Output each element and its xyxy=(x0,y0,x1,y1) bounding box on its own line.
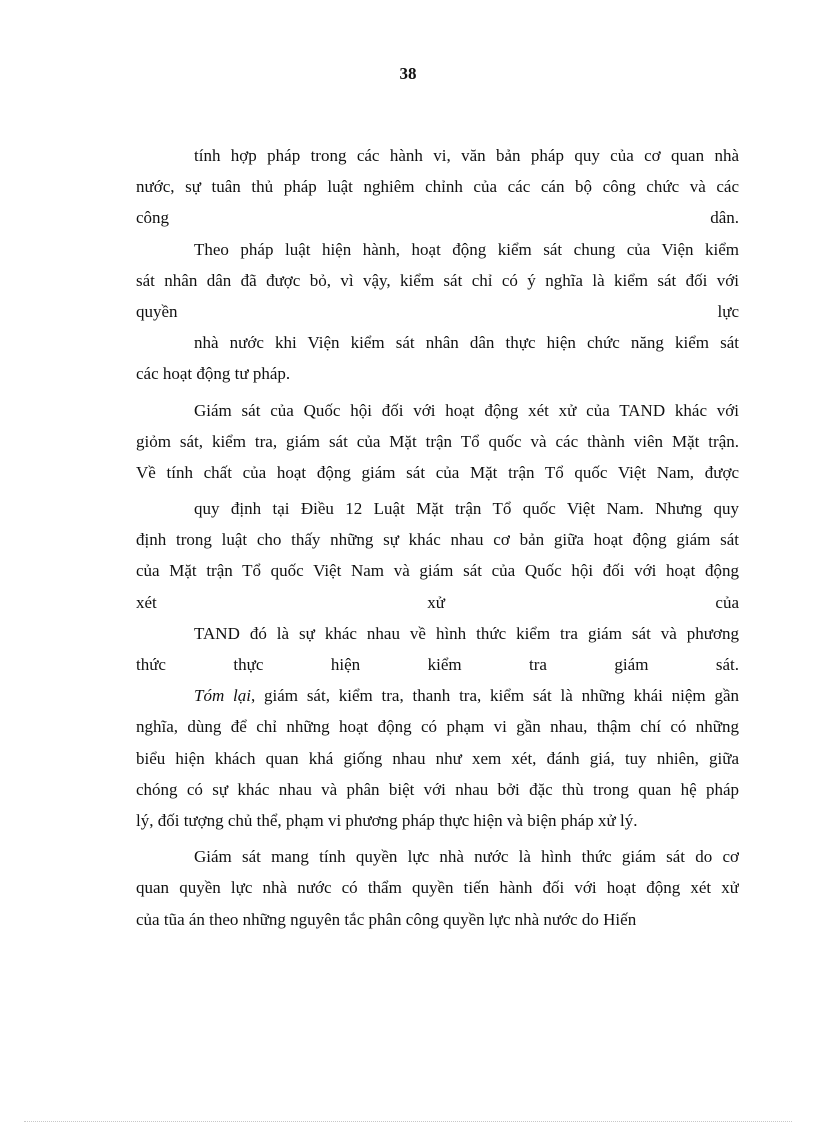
text-line: Giám sát mang tính quyền lực nhà nước là hình thức giám sát do cơ xyxy=(194,847,739,867)
text-line: quy định tại Điều 12 Luật Mặt trận Tổ quốc Việt Nam. Nhưng quy xyxy=(194,499,739,519)
document-body xyxy=(136,140,739,935)
text-line: thức thực hiện kiểm tra giám sát. xyxy=(136,655,739,674)
text-line: Theo pháp luật hiện hành, hoạt động kiểm sát chung của Viện kiểm xyxy=(194,239,739,259)
text-line: nước, sự tuân thủ pháp luật nghiêm chỉnh của các cán bộ công chức và các xyxy=(136,177,739,197)
text-line: chóng có sự khác nhau và phân biệt với nhau bởi đặc thù trong quan hệ pháp xyxy=(136,779,739,799)
text-line: các hoạt động tư pháp. xyxy=(136,364,291,384)
text-line: sát nhân dân đã được bỏ, vì vậy, kiểm sát chỉ có ý nghĩa là kiểm sát đối với xyxy=(136,270,739,290)
page-bottom-rule xyxy=(24,1121,792,1122)
text-line: TAND đó là sự khác nhau về hình thức kiểm tra giám sát và phương xyxy=(194,623,739,643)
text-line: biểu hiện khách quan khá giống nhau như xem xét, đánh giá, tuy nhiên, giữa xyxy=(136,748,739,768)
text-line: Giám sát của Quốc hội đối với hoạt động xét xử của TAND khác với xyxy=(194,400,739,420)
text-line: của tũa án theo những nguyên tắc phân công quyền lực nhà nước do Hiến xyxy=(136,909,637,929)
text-line: xét xử của xyxy=(136,592,739,612)
text-line: quyền lực xyxy=(136,301,739,321)
text-line: công dân. xyxy=(136,208,739,228)
text-line: nhà nước khi Viện kiểm sát nhân dân thực hiện chức năng kiểm sát xyxy=(194,333,739,353)
text-line: của Mặt trận Tổ quốc Việt Nam và giám sát của Quốc hội đối với hoạt động xyxy=(136,561,739,581)
text-line: lý, đối tượng chủ thể, phạm vi phương pháp thực hiện và biện pháp xử lý. xyxy=(136,810,638,830)
page-number: 38 xyxy=(399,64,417,83)
text-line xyxy=(136,680,739,711)
text-line: Về tính chất của hoạt động giám sát của Mặt trận Tổ quốc Việt Nam, được xyxy=(136,462,739,482)
emphasis-text: Tóm lại xyxy=(194,686,251,706)
text-line: tính hợp pháp trong các hành vi, văn bản pháp quy của cơ quan nhà xyxy=(194,146,739,165)
text-line: nghĩa, dùng để chỉ những hoạt động có phạm vi gần nhau, thậm chí có những xyxy=(136,717,739,737)
text-line: giỏm sát, kiểm tra, giám sát của Mặt trận Tổ quốc và các thành viên Mặt trận. xyxy=(136,431,739,451)
text-line: định trong luật cho thấy những sự khác nhau cơ bản giữa hoạt động giám sát xyxy=(136,530,739,550)
text-line: quan quyền lực nhà nước có thẩm quyền tiến hành đối với hoạt động xét xử xyxy=(136,878,739,898)
text-span: , giám sát, kiểm tra, thanh tra, kiểm sát là những khái niệm gần xyxy=(250,686,739,706)
